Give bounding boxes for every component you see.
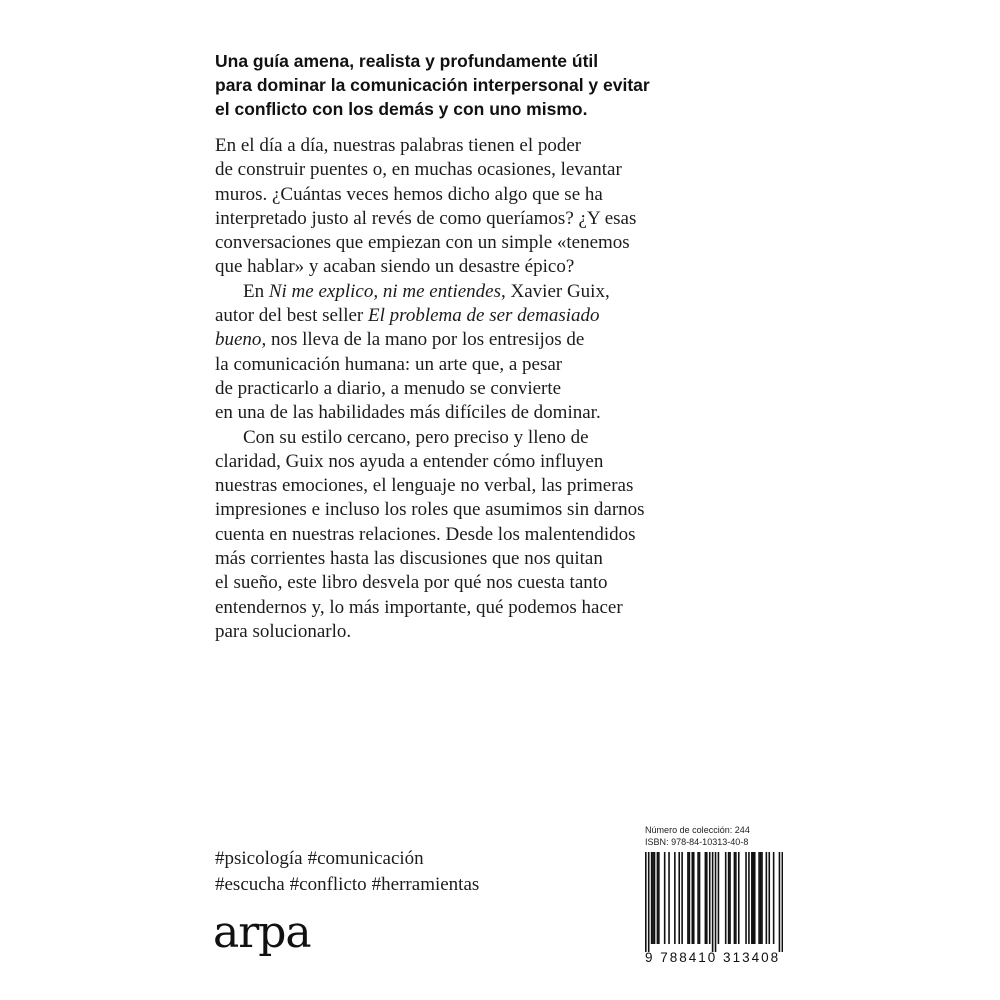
barcode-bar [654,852,656,944]
barcode-bar [754,852,756,944]
hashtags [215,846,484,898]
barcode-bar [687,852,689,944]
barcode-bar [693,852,695,944]
barcode-bar [760,852,762,944]
barcode-bar [779,852,781,952]
text-line: bueno, nos lleva de la mano por los entresijos de [215,329,585,351]
hashtag: #psicología [215,848,303,869]
barcode-bar [652,852,654,944]
barcode-bar [699,852,701,944]
barcode-bar [766,852,768,944]
barcode-bar [738,852,740,944]
barcode-bar [709,852,711,944]
barcode-bar [697,852,699,944]
description [215,134,675,644]
headline-line: para dominar la comunicación interpersonal y evitar [215,75,650,95]
barcode-bar [645,852,647,952]
text-line: el sueño, este libro desvela por qué nos cuesta tanto [215,572,608,594]
barcode-bar [691,852,693,944]
hashtag-line [215,872,484,898]
barcode-bar [782,852,783,952]
hashtag: #escucha [215,874,285,895]
barcode-bar [718,852,720,944]
barcode-bar [668,852,670,944]
barcode-bar [658,852,660,944]
text-line: de construir puentes o, en muchas ocasiones, levantar [215,159,622,181]
book-title: Ni me explico, ni me entiendes [268,280,502,302]
text-line: En Ni me explico, ni me entiendes, Xavier Guix, [243,280,610,302]
barcode-bar [681,852,683,944]
barcode-bar [715,852,717,952]
text-line: impresiones e incluso los roles que asumimos sin darnos [215,499,645,521]
hashtag: #conflicto [289,874,367,895]
barcode-bar [648,852,650,952]
text-line: interpretado justo al revés de como queríamos? ¿Y esas [215,207,637,229]
text-line: Con su estilo cercano, pero preciso y lleno de [243,426,589,448]
barcode-bar [725,852,727,944]
text-line: autor del best seller El problema de ser demasiado [215,305,600,327]
barcode-bar [729,852,731,944]
barcode-bar [689,852,691,944]
text-line: la comunicación humana: un arte que, a pesar [215,353,563,375]
barcode-bar [706,852,708,944]
barcode-bar [773,852,775,944]
hashtag-line [215,846,484,872]
barcode-icon [645,852,783,952]
text-line: entendernos y, lo más importante, qué podemos hacer [215,596,623,618]
barcode-bar [712,852,714,952]
text-line: de practicarlo a diario, a menudo se convierte [215,377,562,399]
text-line: muros. ¿Cuántas veces hemos dicho algo que se ha [215,183,603,205]
barcode-bar [651,852,653,944]
barcode-bar [728,852,730,944]
previous-book-title: El problema de ser demasiado [368,305,600,327]
barcode-bar [761,852,763,944]
isbn-text: ISBN: 978-84-10313-40-8 [645,837,749,848]
previous-book-title: bueno [215,329,262,351]
headline [215,49,675,121]
barcode-bar [768,852,770,944]
barcode-bar [734,852,736,944]
barcode-bar [705,852,707,944]
text-line: para solucionarlo. [215,620,352,642]
barcode-bar [657,852,659,944]
text-line: conversaciones que empiezan con un simple «tenemos [215,232,630,254]
barcode-digits: 9 788410 313408 [645,950,781,965]
publisher-logo: arpa [213,907,311,958]
text-line: que hablar» y acaban siendo un desastre épico? [215,256,575,278]
hashtag: #herramientas [371,874,480,895]
barcode-bar [735,852,737,944]
text-line: claridad, Guix nos ayuda a entender cómo influyen [215,450,604,472]
text-line: más corrientes hasta las discusiones que nos quitan [215,548,603,570]
barcode-bar [758,852,760,944]
barcode-bar [664,852,666,944]
text-line: En el día a día, nuestras palabras tienen el poder [215,135,582,156]
barcode-bar [745,852,747,944]
barcode-block [645,825,785,965]
barcode-bar [674,852,676,944]
text-line: nuestras emociones, el lenguaje no verbal, las primeras [215,475,634,497]
hashtag: #comunicación [307,848,424,869]
barcode-bar [678,852,680,944]
collection-number: Número de colección: 244 [645,825,750,836]
barcode-bar [748,852,750,944]
barcode-bar [751,852,753,944]
headline-line: el conflicto con los demás y con uno mismo. [215,99,588,119]
barcode-bar [752,852,754,944]
text-line: cuenta en nuestras relaciones. Desde los malentendidos [215,523,636,545]
headline-line: Una guía amena, realista y profundamente útil [215,51,599,71]
text-line: en una de las habilidades más difíciles de dominar. [215,402,601,424]
